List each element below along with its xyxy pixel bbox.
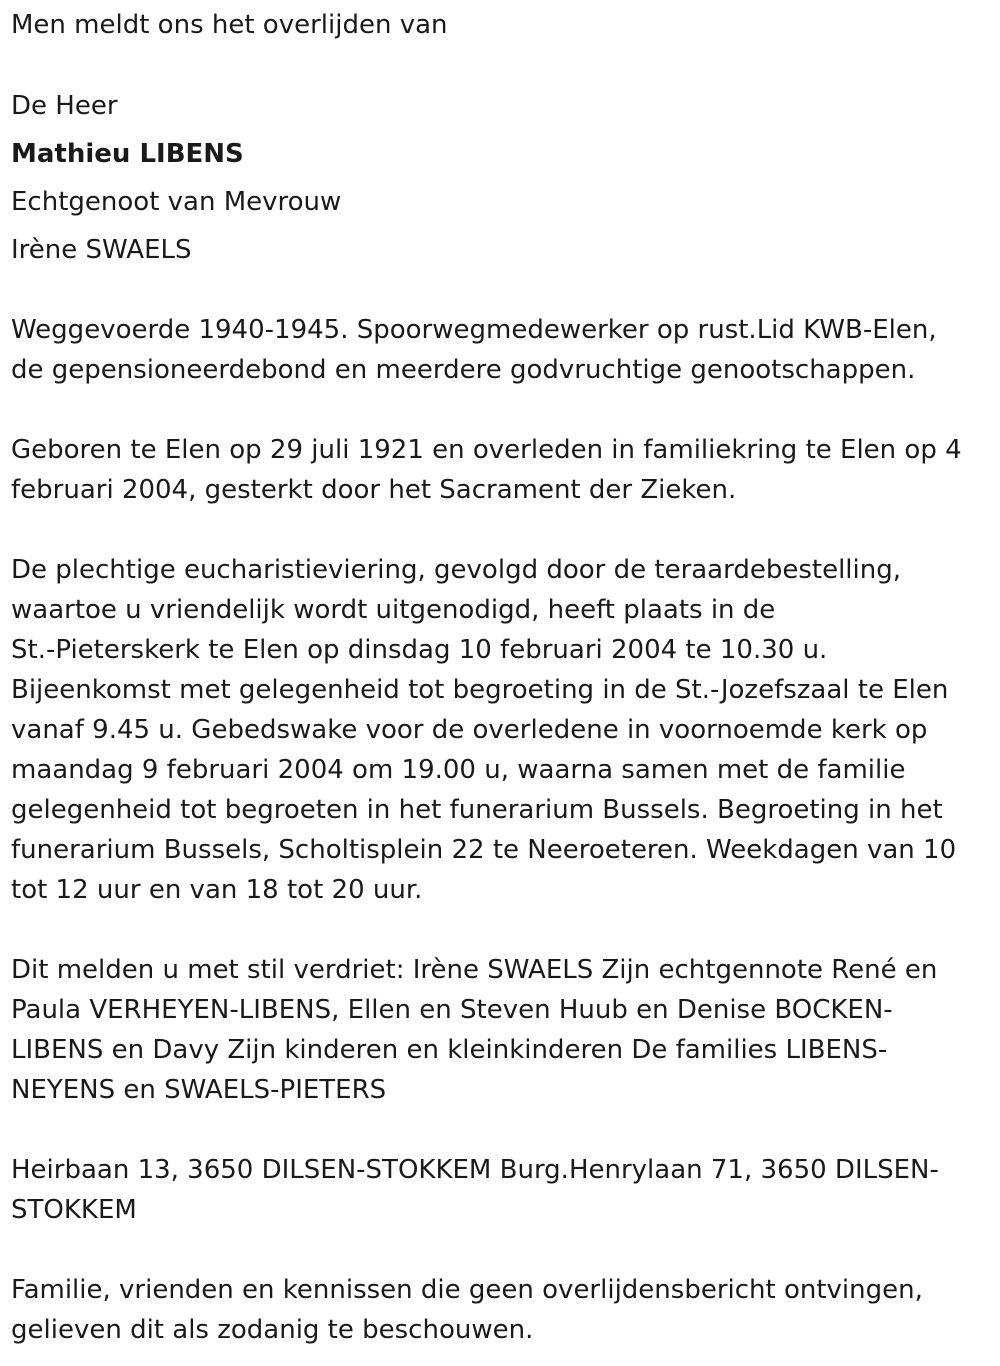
announcers-line: NEYENS en SWAELS-PIETERS	[11, 1075, 387, 1105]
ceremony-line: gelegenheid tot begroeten in het funerarium Bussels. Begroeting in het	[11, 795, 943, 825]
biography-paragraph	[11, 310, 980, 390]
deceased-name: Mathieu LIBENS	[11, 139, 244, 169]
ceremony-line: vanaf 9.45 u. Gebedswake voor de overledene in voornoemde kerk op	[11, 715, 928, 745]
ceremony-line: waartoe u vriendelijk wordt uitgenodigd, heeft plaats in de	[11, 595, 776, 625]
salutation: De Heer	[11, 91, 118, 121]
announcers-paragraph	[11, 950, 980, 1110]
birth-death-line: februari 2004, gesterkt door het Sacrament der Zieken.	[11, 475, 737, 505]
ceremony-line: maandag 9 februari 2004 om 19.00 u, waarna samen met de familie	[11, 755, 906, 785]
spouse-label: Echtgenoot van Mevrouw	[11, 187, 342, 217]
ceremony-line: De plechtige eucharistieviering, gevolgd door de teraardebestelling,	[11, 555, 902, 585]
announcers-line: Paula VERHEYEN-LIBENS, Ellen en Steven Huub en Denise BOCKEN-	[11, 995, 893, 1025]
ceremony-line: tot 12 uur en van 18 tot 20 uur.	[11, 875, 423, 905]
biography-line: de gepensioneerdebond en meerdere godvruchtige genootschappen.	[11, 355, 916, 385]
addresses-paragraph	[11, 1150, 980, 1230]
announcers-line: LIBENS en Davy Zijn kinderen en kleinkinderen De families LIBENS-	[11, 1035, 888, 1065]
birth-death-paragraph	[11, 430, 980, 510]
announcers-line: Dit melden u met stil verdriet: Irène SWAELS Zijn echtgennote René en	[11, 955, 938, 985]
ceremony-line: Bijeenkomst met gelegenheid tot begroeting in de St.-Jozefszaal te Elen	[11, 675, 949, 705]
ceremony-line: funerarium Bussels, Scholtisplein 22 te Neeroeteren. Weekdagen van 10	[11, 835, 957, 865]
closing-paragraph	[11, 1270, 980, 1350]
spouse-name: Irène SWAELS	[11, 235, 192, 265]
ceremony-paragraph	[11, 550, 980, 910]
birth-death-line: Geboren te Elen op 29 juli 1921 en overleden in familiekring te Elen op 4	[11, 435, 962, 465]
intro-text: Men meldt ons het overlijden van	[11, 10, 448, 40]
closing-line: gelieven dit als zodanig te beschouwen.	[11, 1315, 534, 1345]
address-line: Heirbaan 13, 3650 DILSEN-STOKKEM Burg.Henrylaan 71, 3650 DILSEN-	[11, 1155, 939, 1185]
ceremony-line: St.-Pieterskerk te Elen op dinsdag 10 februari 2004 te 10.30 u.	[11, 635, 828, 665]
biography-line: Weggevoerde 1940-1945. Spoorwegmedewerker op rust.Lid KWB-Elen,	[11, 315, 937, 345]
address-line: STOKKEM	[11, 1195, 137, 1225]
closing-line: Familie, vrienden en kennissen die geen overlijdensbericht ontvingen,	[11, 1275, 923, 1305]
